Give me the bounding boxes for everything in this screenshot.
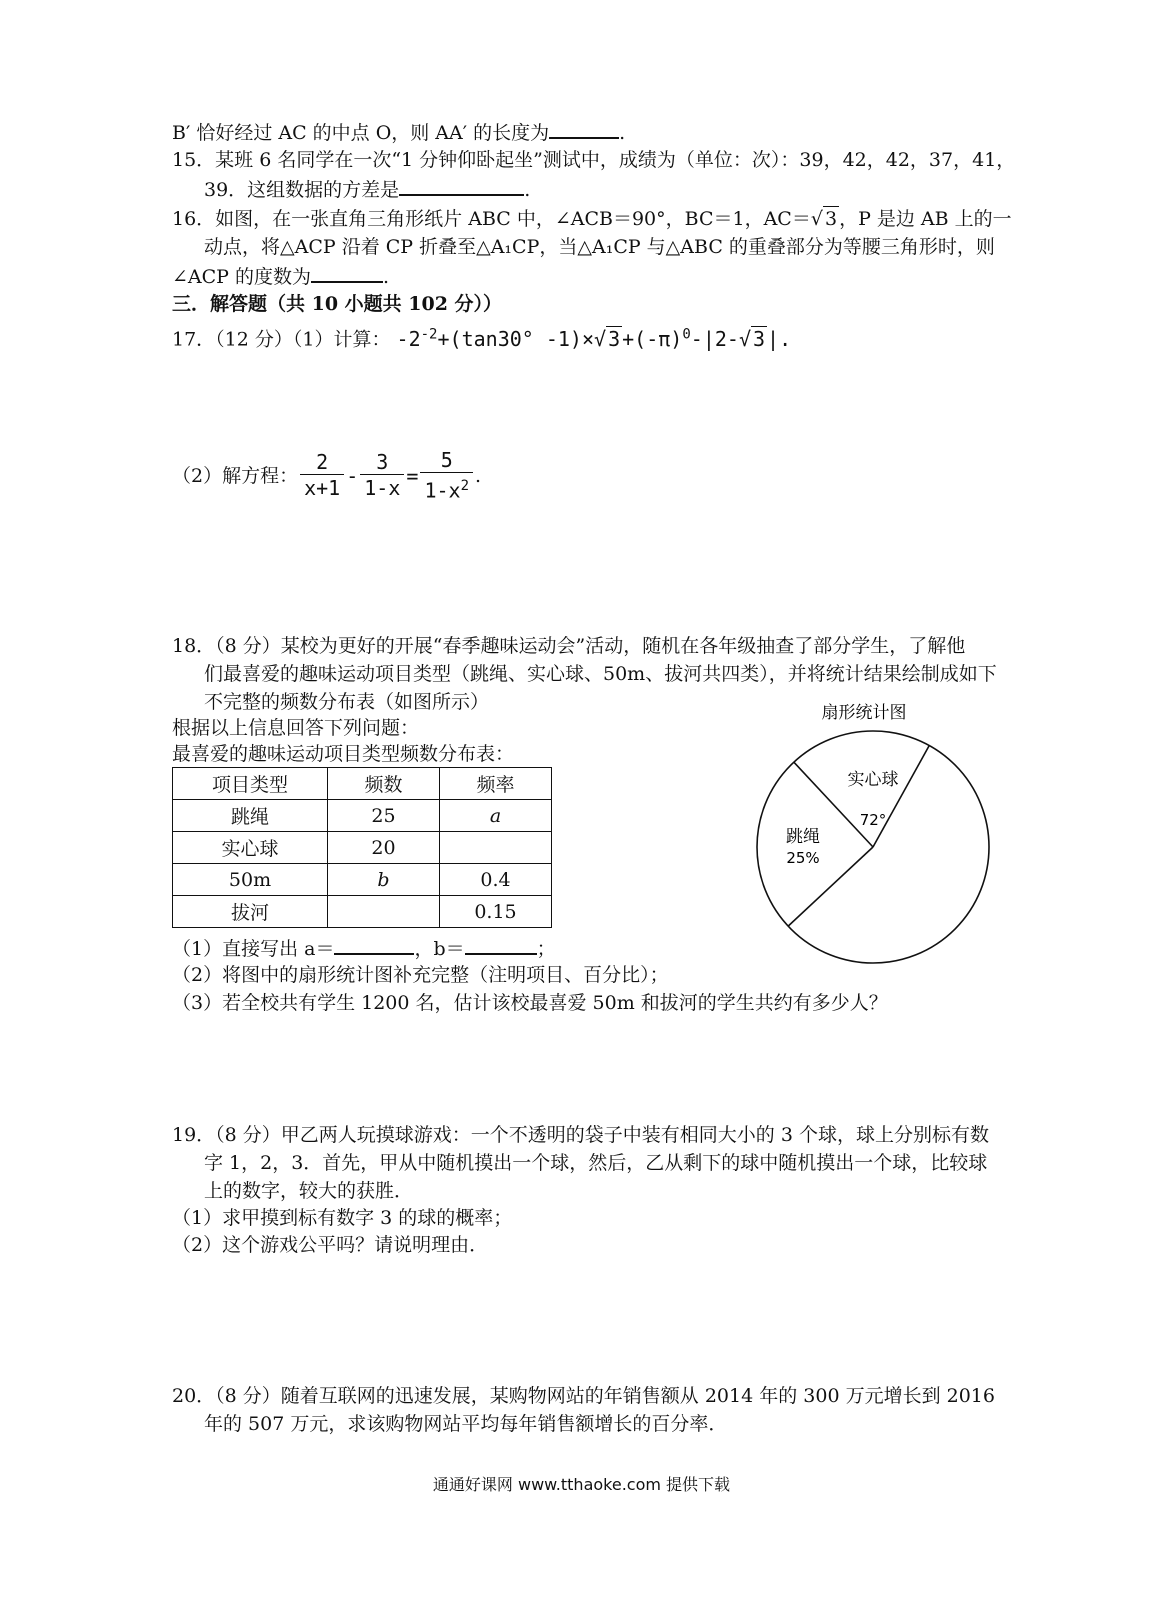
q16-line1: 16．如图，在一张直角三角形纸片 ABC 中，∠ACB＝90°，BC＝1，AC＝√ 3 ，P 是边 AB 上的一 bbox=[172, 208, 1012, 230]
q19-line1: 19．（8 分）甲乙两人玩摸球游戏：一个不透明的袋子中装有相同大小的 3 个球，球上分别标有数 bbox=[172, 1124, 989, 1146]
q14-answer-blank[interactable] bbox=[549, 119, 619, 139]
table-cell bbox=[328, 896, 440, 928]
q18-line3: 不完整的频数分布表（如图所示） bbox=[204, 691, 490, 713]
q17-head: 17．（12 分）（1）计算： bbox=[172, 328, 391, 351]
q17-f2-den: 1-x bbox=[364, 476, 401, 501]
q17-f3-den-base: 1-x bbox=[424, 478, 461, 503]
q17-f3-num: 5 bbox=[420, 448, 473, 473]
q16-answer-blank[interactable] bbox=[311, 263, 383, 283]
table-cell: 拔河 bbox=[173, 896, 328, 928]
q17-expr-a: -2 bbox=[396, 326, 421, 351]
q18-b-blank[interactable] bbox=[465, 935, 537, 955]
q16-line3-text: ∠ACP 的度数为 bbox=[172, 266, 312, 288]
q15-end: . bbox=[524, 179, 531, 201]
q16-line3 bbox=[172, 263, 389, 289]
table-cell: 50m bbox=[173, 864, 328, 896]
table-header: 项目类型 bbox=[173, 768, 328, 800]
pie-label-shixin: 实心球 bbox=[847, 770, 899, 790]
q20-line2: 年的 507 万元，求该购物网站平均每年销售额增长的百分率． bbox=[204, 1413, 728, 1435]
q18-sub3: （3）若全校共有学生 1200 名，估计该校最喜爱 50m 和拔河的学生共约有多少人？ bbox=[172, 992, 888, 1014]
frequency-table bbox=[172, 767, 552, 928]
q18-sub1a: （1）直接写出 a＝ bbox=[172, 938, 335, 960]
table-cell bbox=[440, 832, 552, 864]
q17-fraction-2 bbox=[360, 450, 404, 501]
pie-chart-title: 扇形统计图 bbox=[821, 703, 907, 723]
q15-line2-text: 39．这组数据的方差是 bbox=[204, 179, 400, 201]
pie-slices bbox=[757, 731, 989, 963]
q18-table-title: 最喜爱的趣味运动项目类型频数分布表： bbox=[172, 743, 515, 765]
q17-f1-den: x+1 bbox=[304, 476, 341, 501]
q18-a-blank[interactable] bbox=[334, 935, 414, 955]
q17-minus: - bbox=[346, 463, 359, 488]
table-header-row bbox=[173, 768, 552, 800]
q14-end: . bbox=[619, 122, 626, 144]
pie-label-25: 25% bbox=[786, 849, 820, 867]
q15-answer-blank[interactable] bbox=[399, 176, 524, 196]
q17-f3-den-exp: 2 bbox=[460, 478, 469, 494]
table-cell: a bbox=[440, 800, 552, 832]
q17-expr-b: +(tan30° -1)× bbox=[437, 326, 595, 351]
q15-line2 bbox=[204, 176, 530, 202]
q17-expr-exp: -2 bbox=[420, 326, 438, 342]
q17-expression: $-2^{-2}+(\tan 30^\circ$ -1)×√ $3 +(-\pi)^0-|2-√$ 3 |. bbox=[396, 326, 792, 351]
q16-sqrt3: 3 bbox=[824, 208, 838, 230]
page-footer: 通通好课网 www.tthaoke.com 提供下载 bbox=[432, 1475, 731, 1494]
q14-tail-line bbox=[172, 119, 625, 145]
table-row bbox=[173, 864, 552, 896]
table-row bbox=[173, 832, 552, 864]
pie-label-72: 72° bbox=[859, 811, 887, 829]
q17-part2 bbox=[172, 448, 481, 508]
table-cell: b bbox=[328, 864, 440, 896]
q17-f1-num: 2 bbox=[300, 450, 344, 475]
q18-sub2: （2）将图中的扇形统计图补充完整（注明项目、百分比）； bbox=[172, 964, 669, 986]
table-cell: 0.15 bbox=[440, 896, 552, 928]
q17-f2-num: 3 bbox=[360, 450, 404, 475]
table-cell: 20 bbox=[328, 832, 440, 864]
q19-sub2: （2）这个游戏公平吗？请说明理由． bbox=[172, 1234, 489, 1256]
q17-part2-end: . bbox=[475, 464, 482, 487]
pie-slice-boundary bbox=[873, 746, 929, 847]
q15-line1: 15．某班 6 名同学在一次“1 分钟仰卧起坐”测试中，成绩为（单位：次）：39，42，42，37，41， bbox=[172, 149, 1016, 171]
q17-equals: = bbox=[406, 463, 419, 488]
q16-line1b: ，P 是边 AB 上的一 bbox=[839, 208, 1012, 230]
table-header: 频数 bbox=[328, 768, 440, 800]
q18-line1: 18．（8 分）某校为更好的开展“春季趣味运动会”活动，随机在各年级抽查了部分学生，了解他 bbox=[172, 635, 966, 657]
table-cell: 跳绳 bbox=[173, 800, 328, 832]
q17-expr-sqrt2: 3 bbox=[753, 326, 766, 351]
table-cell: 实心球 bbox=[173, 832, 328, 864]
table-cell: 25 bbox=[328, 800, 440, 832]
q18-sub1b: ，b＝ bbox=[414, 938, 465, 960]
q17-part2-head: （2）解方程： bbox=[172, 464, 299, 487]
q17-part1 bbox=[172, 322, 791, 352]
q17-expr-sqrt: 3 bbox=[608, 326, 621, 351]
q17-fraction-1 bbox=[300, 450, 344, 501]
section3-heading: 三．解答题（共 10 小题共 102 分）） bbox=[172, 293, 503, 315]
q16-line1a: 16．如图，在一张直角三角形纸片 ABC 中，∠ACB＝90°，BC＝1，AC＝ bbox=[172, 208, 811, 230]
table-header: 频率 bbox=[440, 768, 552, 800]
q19-line2: 字 1，2，3．首先，甲从中随机摸出一个球，然后，乙从剩下的球中随机摸出一个球，比较球 bbox=[204, 1152, 988, 1174]
q19-line3: 上的数字，较大的获胜． bbox=[204, 1180, 414, 1202]
q18-line4: 根据以上信息回答下列问题： bbox=[172, 717, 420, 739]
table-cell: 0.4 bbox=[440, 864, 552, 896]
q18-sub1 bbox=[172, 935, 556, 961]
q17-expr-d: -|2- bbox=[690, 326, 739, 351]
q20-line1: 20．（8 分）随着互联网的迅速发展，某购物网站的年销售额从 2014 年的 300 万元增长到 2016 bbox=[172, 1385, 995, 1407]
q17-fraction-3 bbox=[420, 448, 473, 504]
pie-label-tiaosheng: 跳绳 bbox=[786, 827, 820, 847]
q18-sub1c: ； bbox=[536, 938, 556, 960]
q17-f3-den bbox=[420, 473, 473, 504]
q17-expr-exp2: 0 bbox=[682, 326, 691, 342]
q17-expr-c: +(-π) bbox=[622, 326, 683, 351]
table-row bbox=[173, 896, 552, 928]
q18-line2: 们最喜爱的趣味运动项目类型（跳绳、实心球、50m、拔河共四类），并将统计结果绘制成如下 bbox=[204, 663, 997, 685]
q16-line2: 动点，将△ACP 沿着 CP 折叠至△A₁CP，当△A₁CP 与△ABC 的重叠部分为等腰三角形时，则 bbox=[204, 236, 995, 258]
q17-expr-e: |. bbox=[767, 326, 792, 351]
pie-chart bbox=[740, 690, 1080, 970]
q19-sub1: （1）求甲摸到标有数字 3 的球的概率； bbox=[172, 1207, 513, 1229]
q14-tail-text: B′ 恰好经过 AC 的中点 O，则 AA′ 的长度为 bbox=[172, 122, 550, 144]
q16-end: . bbox=[383, 266, 390, 288]
table-row bbox=[173, 800, 552, 832]
